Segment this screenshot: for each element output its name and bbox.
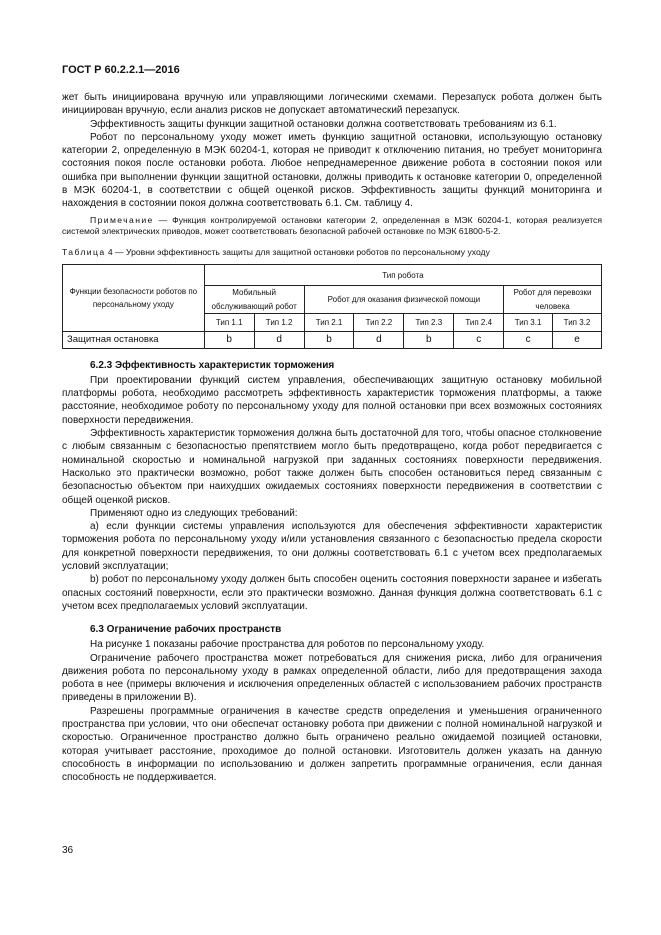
table-cell: c [454, 331, 504, 348]
table-type-header: Тип 3.1 [504, 313, 553, 331]
document-header: ГОСТ Р 60.2.2.1—2016 [62, 64, 180, 76]
section-heading-6-3: 6.3 Ограничение рабочих пространств [90, 624, 282, 636]
table-type-header: Тип 3.2 [553, 313, 602, 331]
section-623-list-item-b: b) робот по персональному уходу должен быть способен оценить состояния поверхности заранее и избегать опасных состояний поверхности, если это практически возможно. Данная функция должна соответствовать 6.1 с учетом всех предполагаемых условий эксплуатации. [62, 574, 602, 612]
intro-paragraph-1: жет быть инициирована вручную или управляющими логическими схемами. Перезапуск робота должен быть инициирован вручную, если анализ рисков не допускает автоматический перезапуск. [62, 92, 602, 117]
table-row-label: Защитная остановка [63, 331, 205, 348]
section-623-paragraph: Применяют одно из следующих требований: [90, 507, 298, 519]
section-heading-6-2-3: 6.2.3 Эффективность характеристик торможения [90, 359, 335, 371]
protection-levels-table [62, 264, 602, 349]
table-cell: e [553, 331, 602, 348]
document-body [62, 91, 602, 784]
intro-paragraph-3: Робот по персональному уходу может иметь функцию защитной остановки, использующую остановку категории 2, определенную в МЭК 60204-1, которая не приводит к отключению питания, но требует мониторинга состояния покоя после остановки робота. Любое непреднамеренное движение робота в состоянии покоя или ошибка при выполнении функции защитной остановки, должны приводить к остановке категории 0, определенной в МЭК 60204-1, в соответствии с общей оценкой рисков. Эффективность защиты функций мониторинга и нахождения в состоянии покоя должна соответствовать 6.1. См. таблицу 4. [62, 131, 602, 210]
section-63-paragraph: На рисунке 1 показаны рабочие пространства для роботов по персональному уходу. [90, 639, 485, 651]
table-type-header: Тип 2.3 [404, 313, 454, 331]
note-label: Примечание [90, 214, 154, 225]
section-623-paragraph: Эффективность характеристик торможения должна быть достаточной для того, чтобы опасное столкновение с любым связанным с безопасностью препятствием могло быть предотвращено, когда робот передвигается с номинальной скоростью и номинальной нагрузкой при заданных состояниях поверхности передвижения. Насколько это практически возможно, робот также должен быть способен остановиться перед связанным с безопасностью объектом при наихудших ожидаемых состояниях поверхности передвижения в соответствии с общей оценкой рисков. [62, 428, 602, 506]
table-type-header: Тип 1.2 [254, 313, 304, 331]
table-header-robot-type: Тип робота [204, 265, 601, 286]
table-cell: b [404, 331, 454, 348]
table-row [63, 331, 602, 348]
table-group-mobile-service: Мобильный обслуживающий робот [204, 286, 304, 314]
table-cell: c [504, 331, 553, 348]
table-cell: b [304, 331, 354, 348]
table-group-physical-assist: Робот для оказания физической помощи [304, 286, 504, 314]
section-623-paragraph: При проектировании функций систем управления, обеспечивающих защитную остановку мобильной платформы робота, необходимо рассмотреть эффективность характеристик торможения платформы, а также расстояние, необходимое роботу по персональному уходу для полной остановки при всех возможных состояниях поверхности передвижения. [62, 374, 602, 426]
section-63-paragraph: Ограничение рабочего пространства может потребоваться для снижения риска, либо для ограничения движения робота по персональному уходу в рамках определенной области, либо для предотвращения захода робота в нее (примеры включения и исключения определенных областей с использованием рабочих пространств приведены в приложении В). [62, 652, 602, 704]
table-cell: d [354, 331, 404, 348]
note [62, 215, 602, 238]
section-623-list-item-a: а) если функции системы управления используются для обеспечения эффективности характеристик торможения робота по персональному уходу и/или установления связанного с безопасностью предела скорости для конкретной поверхности передвижения, то они должны соответствовать 6.1 с учетом всех предполагаемых условий эксплуатации; [62, 521, 602, 573]
section-63-paragraph: Разрешены программные ограничения в качестве средств определения и уменьшения ограниченного пространства при условии, что они обеспечат остановку робота при движении с полной номинальной нагрузкой и скоростью. Ограниченное пространство должно быть ограничено реально ожидаемой позицией остановки, которая учитывает расстояние, проходимое до полной остановки. Изготовитель должен указать на данную способность в информации по использованию и должен запретить программные ограничения, если данная способность не поддерживается. [62, 705, 602, 784]
table-type-header: Тип 2.2 [354, 313, 404, 331]
note-text: — Функция контролируемой остановки категории 2, определенная в МЭК 60204-1, которая реализуется системой электрических приводов, может соответствовать безопасной рабочей остановке по МЭК 61800-5-2. [62, 214, 602, 236]
table-type-header: Тип 2.1 [304, 313, 354, 331]
table-type-header: Тип 2.4 [454, 313, 504, 331]
table-caption [62, 247, 602, 258]
table-cell: d [254, 331, 304, 348]
page-number: 36 [62, 845, 74, 856]
table-type-header: Тип 1.1 [204, 313, 254, 331]
intro-paragraph-2: Эффективность защиты функции защитной остановки должна соответствовать требованиям из 6.1. [90, 118, 557, 130]
table-caption-text: 4 — Уровни эффективность защиты для защитной остановки роботов по персональному уходу [105, 247, 490, 258]
table-group-person-carrier: Робот для перевозки человека [504, 286, 602, 314]
table-cell: b [204, 331, 254, 348]
table-header-function: Функции безопасности роботов по персональному уходу [63, 265, 205, 332]
table-caption-label: Таблица [62, 247, 106, 258]
